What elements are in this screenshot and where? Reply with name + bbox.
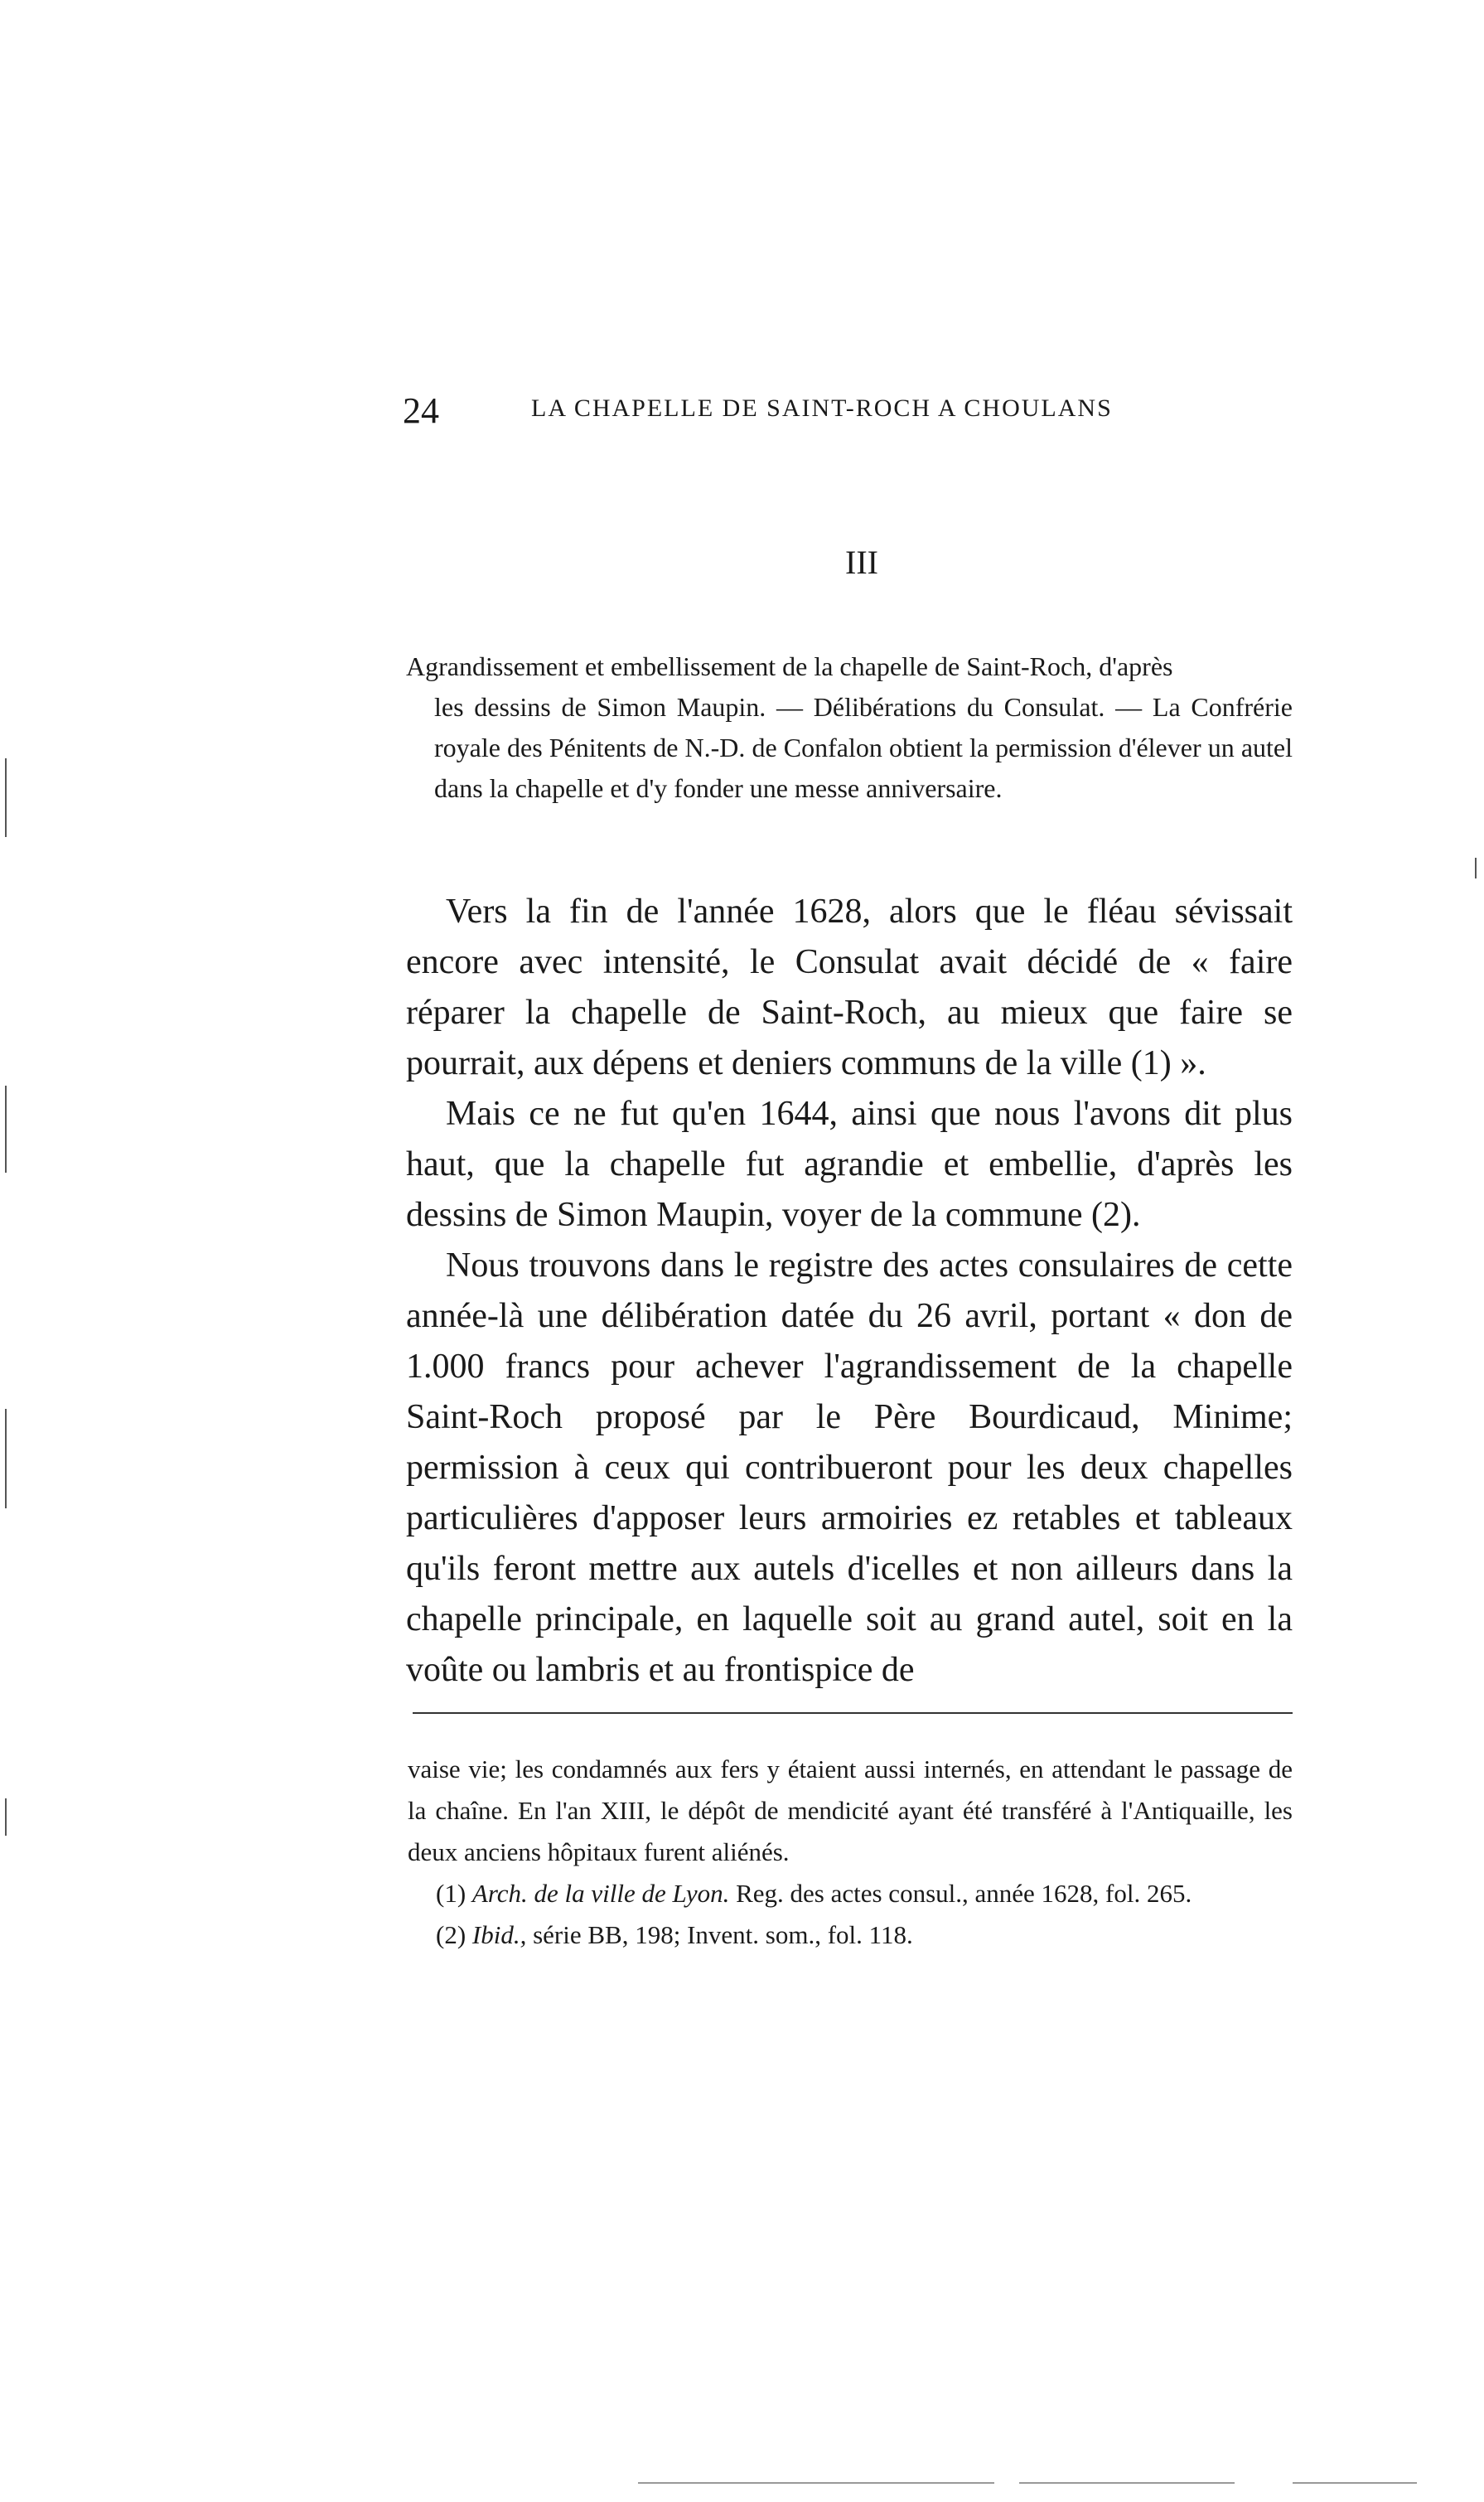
footnote-text: série BB, 198; Invent. som., fol. 118. <box>533 1920 913 1949</box>
scan-margin-mark <box>5 1409 7 1508</box>
scan-margin-mark <box>1475 858 1477 878</box>
running-title: LA CHAPELLE DE SAINT-ROCH A CHOULANS <box>531 394 1113 422</box>
summary-first-line: Agrandissement et embellissement de la chapelle de Saint-Roch, d'après <box>406 651 1173 681</box>
page-number: 24 <box>403 390 439 431</box>
footnote-continuation: vaise vie; les condamnés aux fers y étaient aussi internés, en attendant le passage de la chaîne. En l'an XIII, le dépôt de mendicité ayant été transféré à l'Antiquaille, les deux anciens hôpitaux furent aliénés. <box>408 1754 1293 1866</box>
footnote-marker: (2) <box>436 1920 466 1949</box>
section-summary <box>406 646 1293 809</box>
footnote-1 <box>408 1873 1293 1914</box>
footnote-source: Arch. de la ville de Lyon. <box>471 1879 730 1908</box>
body-text <box>406 887 1293 1696</box>
paragraph-1: Vers la fin de l'année 1628, alors que le fléau sévissait encore avec intensité, le Consulat avait décidé de « faire réparer la chapelle de Saint-Roch, au mieux que faire se pourrait, aux dépens et deniers communs de la ville (1) ». <box>406 893 1293 1082</box>
scan-edge-mark <box>1293 2482 1417 2484</box>
scan-edge-mark <box>1019 2482 1235 2484</box>
footnote-divider <box>413 1712 1293 1714</box>
scan-edge-mark <box>638 2482 994 2484</box>
footnote-2 <box>408 1914 1293 1956</box>
summary-continuation: les dessins de Simon Maupin. — Délibérations du Consulat. — La Confrérie royale des Pénitents de N.-D. de Confalon obtient la permission d'élever un autel dans la chapelle et d'y fonder une messe anniversaire. <box>434 692 1293 803</box>
footnote-marker: (1) <box>436 1879 466 1908</box>
footnotes <box>408 1749 1293 1956</box>
scan-margin-mark <box>5 1798 7 1836</box>
paragraph-2: Mais ce ne fut qu'en 1644, ainsi que nous l'avons dit plus haut, que la chapelle fut agrandie et embellie, d'après les dessins de Simon Maupin, voyer de la commune (2). <box>406 1095 1293 1234</box>
paragraph-3: Nous trouvons dans le registre des actes consulaires de cette année-là une délibération datée du 26 avril, portant « don de 1.000 francs pour achever l'agrandissement de la chapelle Saint-Roch proposé par le Père Bourdicaud, Minime; permission à ceux qui contribueront pour les deux chapelles particulières d'apposer leurs armoiries ez retables et tableaux qu'ils feront mettre aux autels d'icelles et non ailleurs dans la chapelle principale, en laquelle soit au grand autel, soit en la voûte ou lambris et au frontispice de <box>406 1246 1293 1689</box>
footnote-source: Ibid., <box>471 1920 527 1949</box>
footnote-text: Reg. des actes consul., année 1628, fol. 265. <box>736 1879 1192 1908</box>
scan-margin-mark <box>5 758 7 837</box>
running-head <box>403 390 1298 431</box>
scan-margin-mark <box>5 1086 7 1173</box>
section-number: III <box>845 544 878 581</box>
